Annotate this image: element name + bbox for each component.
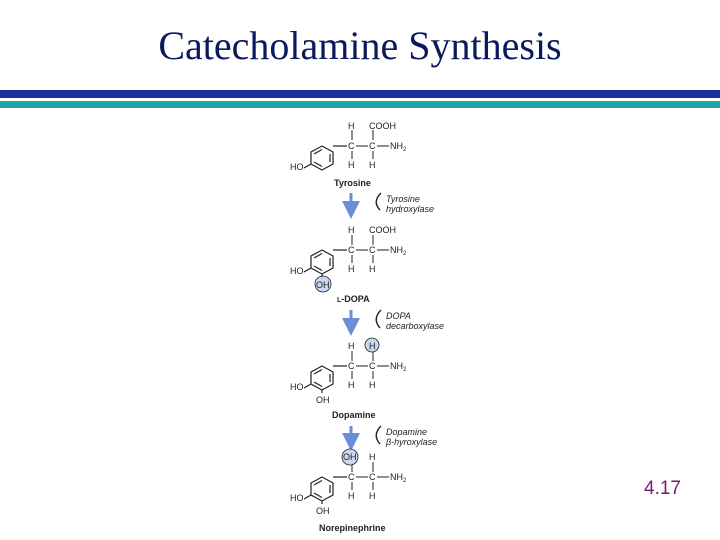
hydroxyl-group: HO bbox=[290, 162, 304, 172]
enzyme-label-line2: β-hyroxylase bbox=[386, 437, 438, 447]
carbon-atom: C bbox=[348, 472, 355, 482]
hydroxyl-group: OH bbox=[316, 395, 330, 405]
hydrogen-atom: H bbox=[369, 341, 376, 351]
amino-group: $NH_2$ bbox=[390, 141, 407, 153]
hydroxyl-group: HO bbox=[290, 382, 304, 392]
carbon-atom: C bbox=[369, 141, 376, 151]
hydroxyl-group: HO bbox=[290, 493, 304, 503]
enzyme-label-line1: DOPA bbox=[386, 311, 411, 321]
enzyme-curved-arrow bbox=[376, 426, 381, 444]
enzyme-label-line2: decarboxylase bbox=[386, 321, 445, 331]
hydrogen-atom: H bbox=[348, 380, 355, 390]
hydrogen-atom: H bbox=[348, 264, 355, 274]
carbon-atom: C bbox=[369, 361, 376, 371]
carboxyl-group: COOH bbox=[369, 121, 396, 131]
hydroxyl-group: OH bbox=[343, 452, 357, 462]
hydrogen-atom: H bbox=[348, 225, 355, 235]
molecule-label-norepinephrine: Norepinephrine bbox=[319, 523, 386, 533]
carbon-atom: C bbox=[369, 472, 376, 482]
l-dopa-structure bbox=[290, 225, 407, 292]
benzene-ring bbox=[304, 250, 347, 277]
slide-number: 4.17 bbox=[644, 478, 681, 499]
hydrogen-atom: H bbox=[369, 452, 376, 462]
enzyme-curved-arrow bbox=[376, 193, 381, 210]
slide-title: Catecholamine Synthesis bbox=[158, 23, 562, 68]
enzyme-label-line1: Tyrosine bbox=[386, 194, 420, 204]
hydrogen-atom: H bbox=[348, 160, 355, 170]
carbon-atom: C bbox=[348, 141, 355, 151]
hydrogen-atom: H bbox=[369, 160, 376, 170]
dopamine-structure bbox=[290, 338, 407, 405]
hydroxyl-group: OH bbox=[316, 280, 330, 290]
enzyme-curved-arrow bbox=[376, 310, 381, 328]
enzyme-label-line1: Dopamine bbox=[386, 427, 428, 437]
amino-group: $NH_2$ bbox=[390, 472, 407, 484]
tyrosine-structure bbox=[290, 121, 407, 172]
carbon-atom: C bbox=[369, 245, 376, 255]
hydrogen-atom: H bbox=[369, 491, 376, 501]
hydrogen-atom: H bbox=[348, 121, 355, 131]
amino-group: $NH_2$ bbox=[390, 245, 407, 257]
molecule-label-tyrosine: Tyrosine bbox=[334, 178, 371, 188]
hydrogen-atom: H bbox=[348, 341, 355, 351]
carbon-atom: C bbox=[348, 361, 355, 371]
hydrogen-atom: H bbox=[369, 264, 376, 274]
hydrogen-atom: H bbox=[369, 380, 376, 390]
hydroxyl-group: OH bbox=[316, 506, 330, 516]
benzene-ring bbox=[304, 146, 347, 170]
benzene-ring bbox=[304, 477, 347, 504]
benzene-ring bbox=[304, 366, 347, 393]
carbon-atom: C bbox=[348, 245, 355, 255]
amino-group: $NH_2$ bbox=[390, 361, 407, 373]
molecule-label-dopamine: Dopamine bbox=[332, 410, 376, 420]
enzyme-label-line2: hydroxylase bbox=[386, 204, 435, 214]
carboxyl-group: COOH bbox=[369, 225, 396, 235]
hydrogen-atom: H bbox=[348, 491, 355, 501]
molecule-label-l-dopa: L-DOPA bbox=[337, 294, 370, 304]
hydroxyl-group: HO bbox=[290, 266, 304, 276]
norepinephrine-structure bbox=[290, 449, 407, 516]
